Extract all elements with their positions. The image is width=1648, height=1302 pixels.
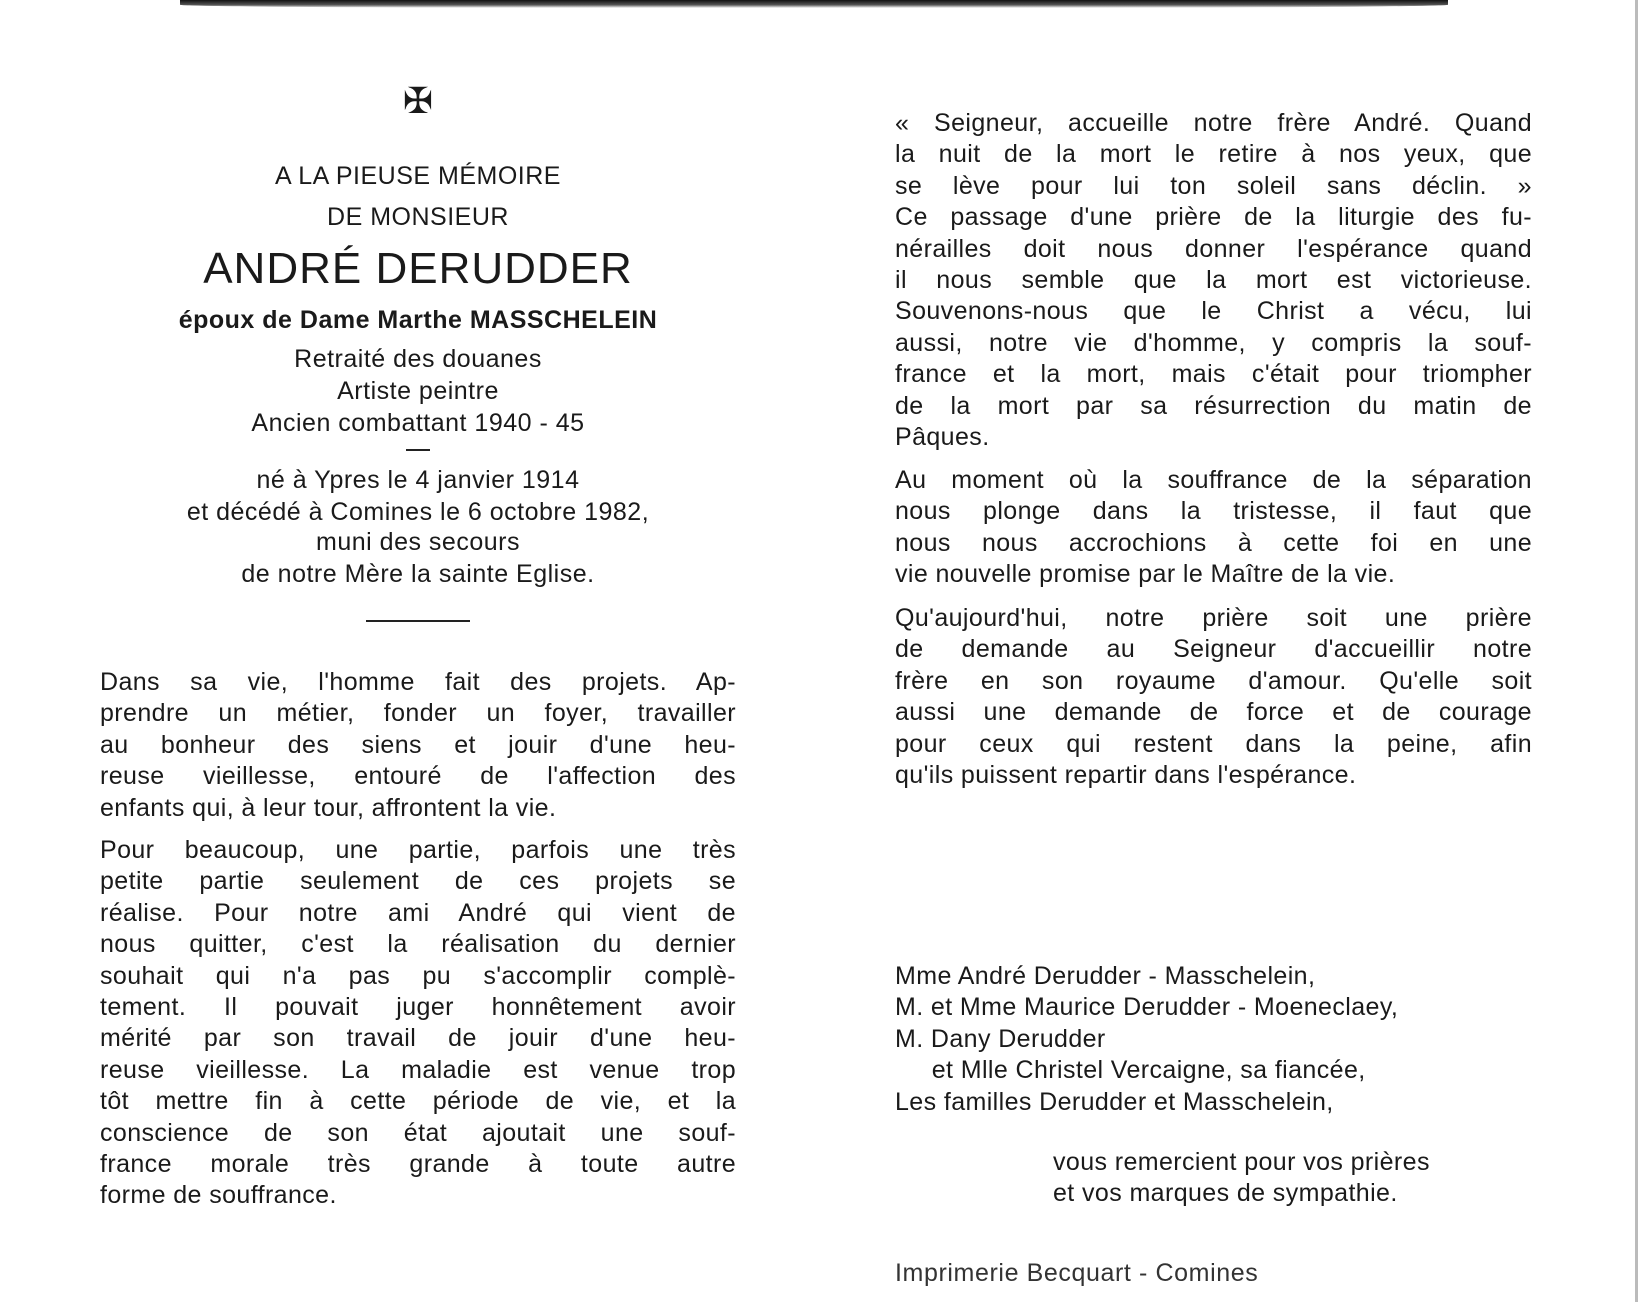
text-line: petite partie seulement de ces projets se [100, 867, 736, 896]
text-line: souhait qui n'a pas pu s'accomplir complè- [100, 961, 736, 990]
text-line: Ce passage d'une prière de la liturgie des fu- [895, 203, 1532, 232]
title-line: Artiste peintre [337, 377, 499, 405]
right-paragraph [895, 108, 1532, 453]
text-line: nous quitter, c'est la réalisation du dernier [100, 930, 736, 959]
dates-line: muni des secours [316, 528, 520, 556]
text-line: au bonheur des siens et jouir d'une heu- [100, 730, 736, 759]
text-line: reuse vieillesse. La maladie est venue trop [100, 1055, 736, 1084]
right-paragraph [895, 465, 1532, 591]
text-line: Mme André Derudder - Masschelein, [895, 962, 1316, 990]
text-line: enfants qui, à leur tour, affrontent la vie. [100, 793, 557, 822]
text-line: prendre un métier, fonder un foyer, travailler [100, 699, 736, 728]
spouse-line: époux de Dame Marthe MASSCHELEIN [178, 306, 658, 334]
title-line: Retraité des douanes [294, 345, 542, 373]
text-line: nous plonge dans la tristesse, il faut que [895, 497, 1532, 526]
memorial-heading: A LA PIEUSE MÉMOIRE [275, 162, 561, 190]
text-line: nous nous accrochions à cette foi en une [895, 528, 1532, 557]
text-line: tement. Il pouvait juger honnêtement avoir [100, 992, 736, 1021]
text-line: Pour beaucoup, une partie, parfois une très [100, 836, 736, 864]
text-line: forme de souffrance. [100, 1181, 337, 1210]
text-line: réalise. Pour notre ami André qui vient de [100, 898, 736, 927]
text-line: Dans sa vie, l'homme fait des projets. Ap- [100, 668, 736, 696]
text-line: se lève pour lui ton soleil sans déclin. » [895, 171, 1532, 200]
text-line: Qu'aujourd'hui, notre prière soit une prière [895, 604, 1532, 632]
text-line: Au moment où la souffrance de la séparation [895, 466, 1532, 494]
text-line: france et la mort, mais c'était pour triompher [895, 360, 1532, 389]
right-paragraph [895, 603, 1532, 791]
text-line: aussi, notre vie d'homme, y compris la souf- [895, 328, 1532, 357]
text-line: vie nouvelle promise par le Maître de la vie. [895, 560, 1396, 589]
text-line: reuse vieillesse, entouré de l'affection des [100, 762, 736, 791]
text-line: de demande au Seigneur d'accueillir notre [895, 635, 1532, 664]
text-line: mérité par son travail de jouir d'une heu- [100, 1024, 736, 1053]
text-line: frère en son royaume d'amour. Qu'elle soit [895, 666, 1532, 695]
title-line: Ancien combattant 1940 - 45 [251, 409, 585, 437]
text-line: vous remercient pour vos prières [1053, 1148, 1430, 1176]
text-line: tôt mettre fin à cette période de vie, et la [100, 1087, 736, 1116]
scan-right-edge [1635, 0, 1638, 1302]
text-line: qu'ils puissent repartir dans l'espérance. [895, 760, 1357, 789]
text-line: « Seigneur, accueille notre frère André. Quand [895, 109, 1532, 137]
text-line: Souvenons-nous que le Christ a vécu, lui [895, 297, 1532, 326]
memorial-subheading: DE MONSIEUR [327, 203, 509, 231]
text-line: M. Dany Derudder [895, 1024, 1106, 1053]
text-line: nérailles doit nous donner l'espérance quand [895, 234, 1532, 263]
printer-credit: Imprimerie Becquart - Comines [895, 1259, 1259, 1287]
divider-dash [406, 449, 430, 451]
divider-rule [366, 620, 470, 622]
text-line: Pâques. [895, 422, 990, 451]
left-paragraph [100, 835, 736, 1212]
text-line: Les familles Derudder et Masschelein, [895, 1087, 1334, 1116]
family-list [895, 961, 1532, 1118]
text-line: france morale très grande à toute autre [100, 1149, 736, 1178]
dates-line: et décédé à Comines le 6 octobre 1982, [186, 498, 650, 526]
text-line: il nous semble que la mort est victorieuse. [895, 265, 1532, 294]
text-line: M. et Mme Maurice Derudder - Moeneclaey, [895, 993, 1399, 1022]
left-paragraph [100, 667, 736, 824]
thanks-text [1053, 1147, 1648, 1210]
dates-line: né à Ypres le 4 janvier 1914 [256, 466, 580, 494]
text-line: conscience de son état ajoutait une souf- [100, 1118, 736, 1147]
text-line: et Mlle Christel Vercaigne, sa fiancée, [895, 1056, 1366, 1085]
text-line: pour ceux qui restent dans la peine, afin [895, 729, 1532, 758]
text-line: la nuit de la mort le retire à nos yeux, que [895, 140, 1532, 169]
text-line: et vos marques de sympathie. [1053, 1179, 1398, 1208]
text-line: de la mort par sa résurrection du matin de [895, 391, 1532, 420]
dates-line: de notre Mère la sainte Eglise. [241, 560, 595, 588]
cross-icon: ✠ [402, 80, 434, 121]
text-line: aussi une demande de force et de courage [895, 698, 1532, 727]
deceased-name: ANDRÉ DERUDDER [203, 244, 633, 293]
scan-top-edge [180, 0, 1448, 8]
